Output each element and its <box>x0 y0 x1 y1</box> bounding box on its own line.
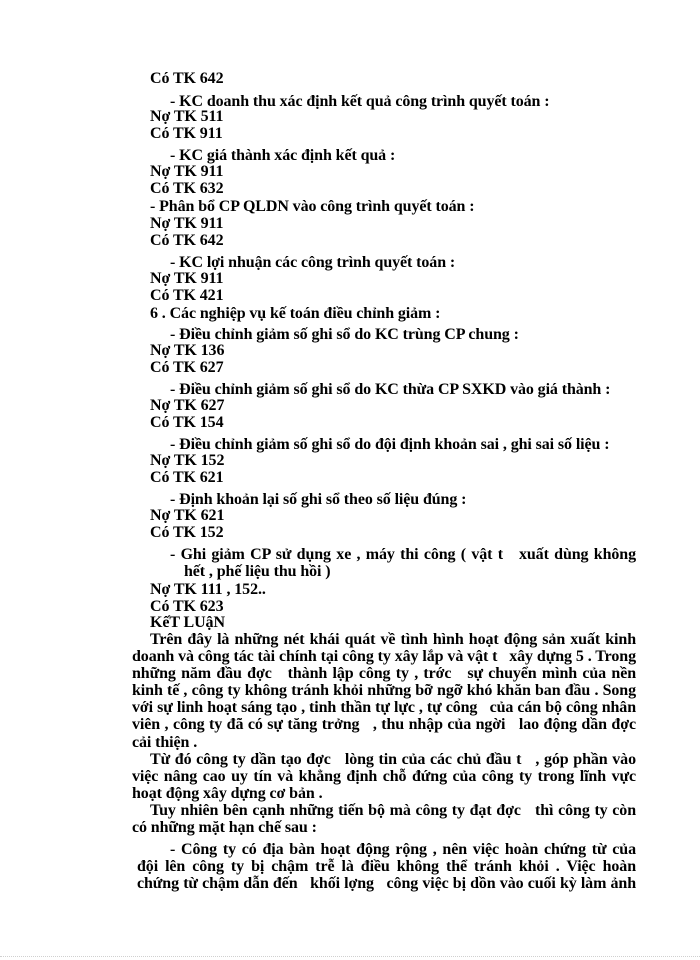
text-line: Nợ TK 911 <box>150 163 224 180</box>
paragraph-line: viên , công ty đã có sự tăng trởng , thu nhập của ngời lao động dần đợc <box>132 716 636 733</box>
text-line: - Điều chỉnh giảm số ghi sổ do đội định khoản sai , ghi sai số liệu : <box>170 436 610 453</box>
text-line: - Định khoản lại số ghi sổ theo số liệu đúng : <box>170 491 467 508</box>
text-line: Có TK 421 <box>150 287 224 304</box>
text-line: - Ghi giảm CP sử dụng xe , máy thi công ( vật t xuất dùng không <box>170 546 636 563</box>
text-line: - KC lợi nhuận các công trình quyết toán : <box>170 254 456 271</box>
text-line: Có TK 642 <box>150 232 224 249</box>
paragraph-line: Tuy nhiên bên cạnh những tiến bộ mà công ty đạt đợc thì công ty còn <box>150 802 636 819</box>
text-line: Nợ TK 136 <box>150 342 225 359</box>
text-line: Nợ TK 911 <box>150 215 224 232</box>
text-line: Có TK 621 <box>150 469 224 486</box>
paragraph-line: Trên đây là những nét khái quát về tình hình hoạt động sản xuất kinh <box>150 631 636 648</box>
text-line: - KC doanh thu xác định kết quả công trình quyết toán : <box>170 93 550 110</box>
text-line: hết , phế liệu thu hồi ) <box>184 563 331 580</box>
text-line: Nợ TK 152 <box>150 452 225 469</box>
text-line: Nợ TK 621 <box>150 507 225 524</box>
paragraph-line: - Công ty có địa bàn hoạt động rộng , nên việc hoàn chứng từ của <box>170 841 636 858</box>
paragraph-line: doanh và công tác tài chính tại công ty xây lắp và vật t xây dựng 5 . Trong <box>132 648 636 665</box>
paragraph-line: việc nâng cao uy tín và khẳng định chỗ đứng của công ty trong lĩnh vực <box>132 768 636 785</box>
text-line: Có TK 152 <box>150 524 224 541</box>
text-line: Có TK 632 <box>150 180 224 197</box>
page-bottom-divider <box>0 956 700 957</box>
text-line: - Phân bổ CP QLDN vào công trình quyết toán : <box>150 198 475 215</box>
text-line: Nợ TK 111 , 152.. <box>150 581 266 598</box>
paragraph-line: Từ đó công ty dần tạo đợc lòng tin của các chủ đầu t , góp phần vào <box>150 751 636 768</box>
paragraph-line: những năm đầu đợc thành lập công ty , trớc sự chuyển mình của nền <box>132 665 636 682</box>
text-line: Có TK 627 <box>150 359 224 376</box>
paragraph-line: cải thiện . <box>132 734 198 751</box>
paragraph-line: có những mặt hạn chế sau : <box>132 819 317 836</box>
paragraph-line: đội lên công ty bị chậm trễ là điều không thể tránh khỏi . Việc hoàn <box>137 858 636 875</box>
text-line: Nợ TK 511 <box>150 108 224 125</box>
text-line: - Điều chỉnh giảm số ghi sổ do KC thừa CP SXKD vào giá thành : <box>170 381 611 398</box>
text-line: Nợ TK 627 <box>150 397 225 414</box>
text-line: Có TK 154 <box>150 414 224 431</box>
text-line: - KC giá thành xác định kết quả : <box>170 147 396 164</box>
section-heading: 6 . Các nghiệp vụ kế toán điều chỉnh giảm : <box>150 305 441 322</box>
text-line: Nợ TK 911 <box>150 270 224 287</box>
text-line: Có TK 911 <box>150 125 223 142</box>
paragraph-line: hoạt động xây dựng cơ bản . <box>132 785 323 802</box>
paragraph-line: với sự linh hoạt sáng tạo , tinh thần tự lực , tự công của cán bộ công nhân <box>132 699 636 716</box>
paragraph-line: chứng từ chậm dẫn đến khối lợng công việc bị dồn vào cuối kỳ làm ảnh <box>137 875 636 892</box>
text-line: Có TK 642 <box>150 70 224 87</box>
paragraph-line: kinh tế , công ty không tránh khỏi những bỡ ngỡ khó khăn ban đầu . Song <box>132 682 636 699</box>
text-line: Có TK 623 <box>150 598 224 615</box>
text-line: - Điều chỉnh giảm số ghi sổ do KC trùng CP chung : <box>170 326 519 343</box>
section-heading: KếT LUậN <box>150 614 225 631</box>
